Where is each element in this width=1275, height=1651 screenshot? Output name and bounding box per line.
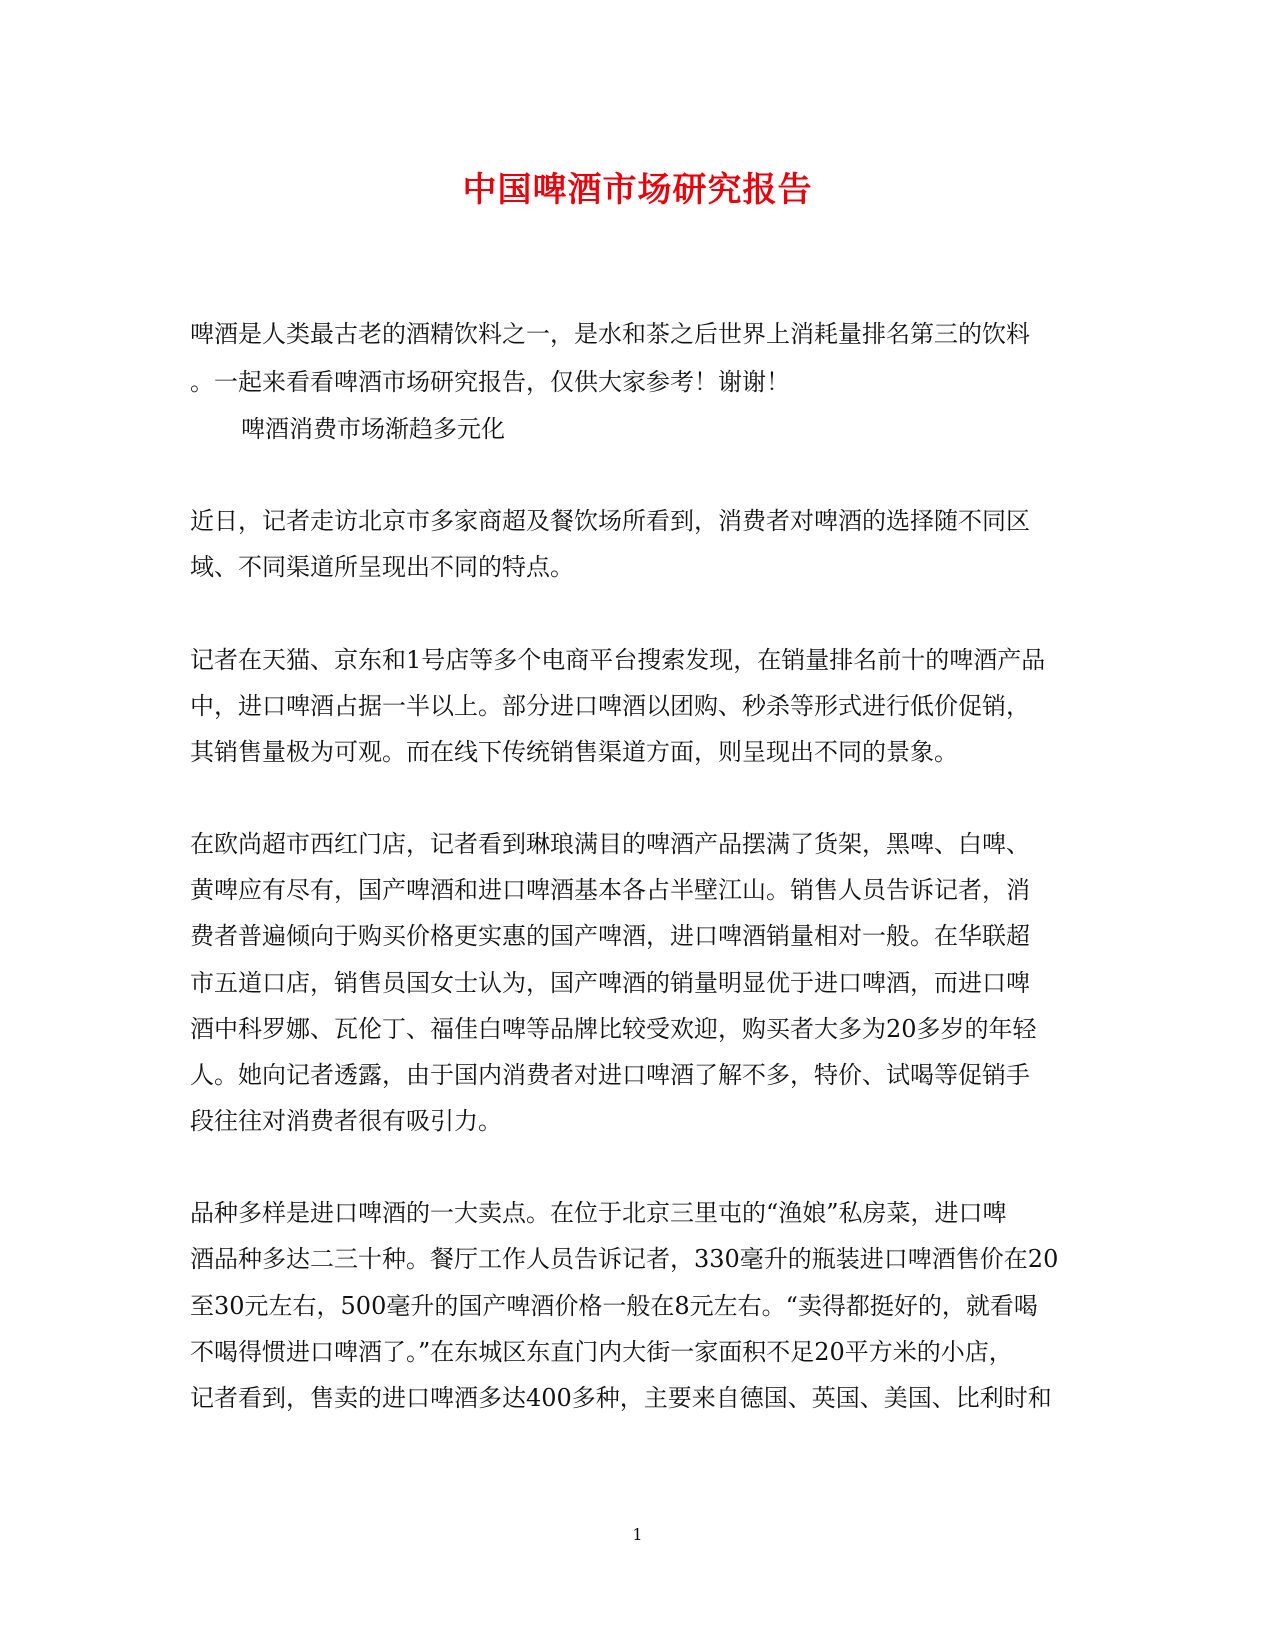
paragraph-line: 酒品种多达二三十种。餐厅工作人员告诉记者，330毫升的瓶装进口啤酒售价在20 [190, 1245, 1059, 1273]
paragraph-line: 不喝得惯进口啤酒了。”在东城区东直门内大街一家面积不足20平方米的小店， [190, 1338, 1013, 1366]
paragraph-line: 至30元左右，500毫升的国产啤酒价格一般在8元左右。“卖得都挺好的，就看喝 [190, 1292, 1038, 1320]
document-title: 中国啤酒市场研究报告 [462, 170, 813, 210]
paragraph-line: 段往往对消费者很有吸引力。 [190, 1107, 502, 1135]
paragraph-line: 啤酒是人类最古老的酒精饮料之一，是水和茶之后世界上消耗量排名第三的饮料 [190, 320, 1030, 348]
paragraph-line: 其销售量极为可观。而在线下传统销售渠道方面，则呈现出不同的景象。 [190, 738, 958, 766]
paragraph-line: 记者在天猫、京东和1号店等多个电商平台搜索发现，在销量排名前十的啤酒产品 [190, 646, 1046, 674]
paragraph-line: 记者看到，售卖的进口啤酒多达400多种，主要来自德国、英国、美国、比利时和 [190, 1384, 1052, 1412]
paragraph-line: 近日，记者走访北京市多家商超及餐饮场所看到，消费者对啤酒的选择随不同区 [190, 507, 1030, 535]
paragraph-line: 市五道口店，销售员国女士认为，国产啤酒的销量明显优于进口啤酒，而进口啤 [190, 969, 1030, 997]
section-heading: 啤酒消费市场渐趋多元化 [241, 415, 505, 443]
paragraph-line: 。一起来看看啤酒市场研究报告，仅供大家参考！谢谢！ [190, 368, 790, 396]
paragraph-line: 中，进口啤酒占据一半以上。部分进口啤酒以团购、秒杀等形式进行低价促销， [190, 692, 1030, 720]
paragraph-line: 域、不同渠道所呈现出不同的特点。 [190, 553, 574, 581]
paragraph-line: 在欧尚超市西红门店，记者看到琳琅满目的啤酒产品摆满了货架，黑啤、白啤、 [190, 830, 1030, 858]
paragraph-line: 人。她向记者透露，由于国内消费者对进口啤酒了解不多，特价、试喝等促销手 [190, 1061, 1030, 1089]
paragraph-line: 酒中科罗娜、瓦伦丁、福佳白啤等品牌比较受欢迎，购买者大多为20多岁的年轻 [190, 1015, 1037, 1043]
paragraph-line: 品种多样是进口啤酒的一大卖点。在位于北京三里屯的“渔娘”私房菜，进口啤 [190, 1199, 1007, 1227]
page-number: 1 [632, 1525, 643, 1544]
paragraph-line: 费者普遍倾向于购买价格更实惠的国产啤酒，进口啤酒销量相对一般。在华联超 [190, 922, 1030, 950]
paragraph-line: 黄啤应有尽有，国产啤酒和进口啤酒基本各占半壁江山。销售人员告诉记者，消 [190, 876, 1030, 904]
